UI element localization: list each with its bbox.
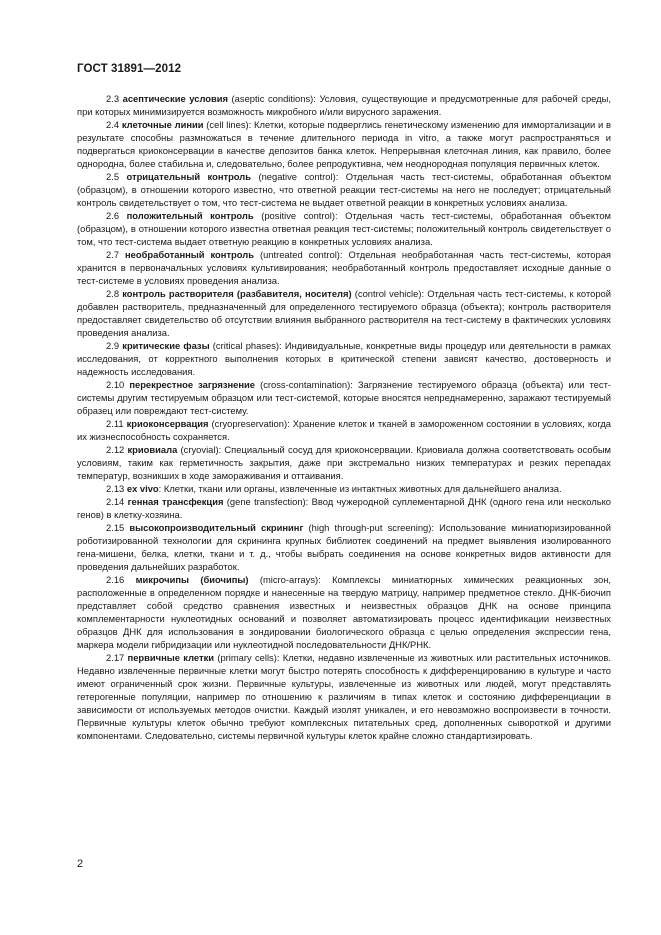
entry-term: положительный контроль bbox=[126, 210, 254, 221]
entry-definition: (negative control): Отдельная часть тест-системы, обработанная объектом (образцом), в отношении которого известно, что ответной реакции тест-системы на него не последует; отрицательный контроль свидетельствует о том, что тест-система не выдает ответной реакции в конкретных условиях анализа. bbox=[77, 171, 612, 208]
entry-definition: (gene transfection): Ввод чужеродной суплементарной ДНК (одного гена или несколько генов) в клетку-хозяина. bbox=[77, 496, 612, 520]
definition-entry bbox=[77, 287, 611, 339]
entry-number: 2.5 bbox=[106, 171, 120, 182]
entry-term: генная трансфекция bbox=[127, 496, 224, 507]
entry-definition: (cryopreservation): Хранение клеток и тканей в замороженном состоянии в условиях, когда их жизнеспособность сохраняется. bbox=[77, 418, 612, 442]
entry-term: криоконсервация bbox=[126, 418, 209, 429]
entry-term: асептические условия bbox=[122, 93, 228, 104]
entry-number: 2.8 bbox=[106, 288, 120, 299]
entry-term: клеточные линии bbox=[121, 119, 204, 130]
entry-term: отрицательный контроль bbox=[126, 171, 252, 182]
entry-term: перекрестное загрязнение bbox=[129, 379, 256, 390]
entry-definition: (cryovial): Специальный сосуд для криоконсервации. Криовиала должна соответствовать особым условиям, таким как герметичность закрытия, даже при экстремально низких температурах и резких перепадах температур, возникших в ходе замораживания и оттаивания. bbox=[77, 444, 611, 481]
entry-definition: : Клетки, ткани или органы, извлеченные из интактных животных для дальнейшего анализа. bbox=[158, 483, 562, 494]
entry-number: 2.9 bbox=[106, 340, 120, 351]
entry-definition: (aseptic conditions): Условия, существующие и предусмотренные для рабочей среды, при которых минимизируется возможность микробного и/или вирусного заражения. bbox=[77, 93, 611, 117]
definition-entry bbox=[77, 417, 611, 443]
definition-entry bbox=[77, 92, 611, 118]
definition-entry bbox=[77, 339, 611, 378]
entry-definition: (control vehicle): Отдельная часть тест-системы, к которой добавлен растворитель, предназначенный для определенного тестируемого образца (объекта); контроль растворителя предоставляет свидетельство об отсутствии влияния выбранного растворителя на тест-систему в фактических условиях проведения анализа. bbox=[77, 288, 612, 338]
entry-term: первичные клетки bbox=[127, 652, 215, 663]
definition-entry bbox=[77, 170, 611, 209]
definition-entry bbox=[77, 378, 611, 417]
definition-entry bbox=[77, 118, 611, 170]
entry-term: критические фазы bbox=[122, 340, 210, 351]
entry-definition: (cross-contamination): Загрязнение тестируемого образца (объекта) или тест-системы другим тестируемым образцом или тест-системой, которые вносятся непреднамеренно, заражают тестируемый образец или повреждают тест-систему. bbox=[77, 379, 611, 416]
document-header: ГОСТ 31891—2012 bbox=[77, 63, 182, 75]
entry-definition: (primary cells): Клетки, недавно извлеченные из животных или растительных источников. Недавно извлеченные первичные клетки могут быстро потерять способность к дифференцированию в культуре и часто имеют ограниченный срок жизни. Первичные культуры, извлеченные из животных или людей, могут представлять гетерогенные популяции, например по отношению к различиям в типах клеток и состоянию дифференциации в зависимости от используемых методов очистки. Каждый изолят уникален, и его невозможно воспроизвести в точности. Первичные культуры клеток обычно требуют комплексных питательных сред, дополненных сывороткой и другими компонентами. Следовательно, системы первичной культуры клеток крайне сложно стандартизировать. bbox=[77, 652, 611, 741]
entry-number: 2.16 bbox=[106, 574, 125, 585]
entry-number: 2.6 bbox=[106, 210, 120, 221]
definitions-body bbox=[77, 92, 611, 742]
entry-number: 2.14 bbox=[106, 496, 125, 507]
entry-term: контроль растворителя (разбавителя, носителя) bbox=[122, 288, 352, 299]
entry-number: 2.10 bbox=[106, 379, 125, 390]
entry-number: 2.4 bbox=[106, 119, 120, 130]
entry-number: 2.13 bbox=[106, 483, 125, 494]
definition-entry bbox=[77, 521, 611, 573]
page-number: 2 bbox=[77, 858, 84, 870]
definition-entry bbox=[77, 209, 611, 248]
definition-entry bbox=[77, 248, 611, 287]
entry-number: 2.17 bbox=[106, 652, 125, 663]
entry-term: высокопроизводительный скрининг bbox=[129, 522, 304, 533]
definition-entry bbox=[77, 443, 611, 482]
entry-number: 2.12 bbox=[106, 444, 125, 455]
entry-number: 2.11 bbox=[106, 418, 124, 429]
entry-number: 2.7 bbox=[106, 249, 120, 260]
definition-entry bbox=[77, 495, 611, 521]
definition-entry bbox=[77, 573, 611, 651]
entry-term: необработанный контроль bbox=[125, 249, 254, 260]
entry-definition: (untreated control): Отдельная необработанная часть тест-системы, которая хранится в первоначальных условиях культивирования; необработанный контроль предоставляет исходные данные о тест-системе в условиях проведения анализа. bbox=[77, 249, 611, 286]
entry-definition: (high through-put screening): Использование миниатюризированной роботизированной технологии для скрининга крупных библиотек соединений на предмет выявления изолированного гена-мишени, белка, клетки, ткани и т. д., чтобы выбрать соединения на основе конкретных видов активности для проведения дальнейших разработок. bbox=[77, 522, 611, 572]
entry-term: микрочипы (биочипы) bbox=[135, 574, 249, 585]
entry-definition: (critical phases): Индивидуальные, конкретные виды процедур или деятельности в рамках исследования, от корректного выполнения которых в критической степени зависят качество, достоверность и надежность исследования. bbox=[77, 340, 611, 377]
entry-definition: (positive control): Отдельная часть тест-системы, обработанная объектом (образцом), в отношении которого известна ответная реакция тест-системы; положительный контроль свидетельствует о том, что тест-система выдает ответную реакцию в конкретных условиях анализа. bbox=[77, 210, 611, 247]
entry-definition: (cell lines): Клетки, которые подверглись генетическому изменению для иммортализации и в результате способны размножаться в течение длительного периода in vitro, а также могут распространяться и подвергаться криоконсервации в качестве депозитов банка клеток. Непрерывная клеточная линия, как правило, более однородна, более стабильна и, следовательно, более репродуктивна, чем неоднородная популяция первичных клеток. bbox=[77, 119, 611, 169]
definition-entry bbox=[77, 482, 611, 495]
entry-number: 2.15 bbox=[106, 522, 125, 533]
entry-term: ex vivo bbox=[126, 483, 159, 494]
entry-definition: (micro-arrays): Комплексы миниатюрных химических реакционных зон, расположенные в определенном порядке и нанесенные на твердую матрицу, например предметное стекло. ДНК-биочип представляет собой средство сравнения известных и неизвестных образцов ДНК на основе принципа комплементарности нуклеотидных оснований и позволяет автоматизировать процесс идентификации неизвестных образцов ДНК для использования в зондировании биологического образца с целью определения экспрессии гена, маркера модели гибридизации или нуклеотидной последовательности ДНК/РНК. bbox=[77, 574, 611, 650]
definition-entry bbox=[77, 651, 611, 742]
entry-term: криовиала bbox=[127, 444, 178, 455]
entry-number: 2.3 bbox=[106, 93, 120, 104]
